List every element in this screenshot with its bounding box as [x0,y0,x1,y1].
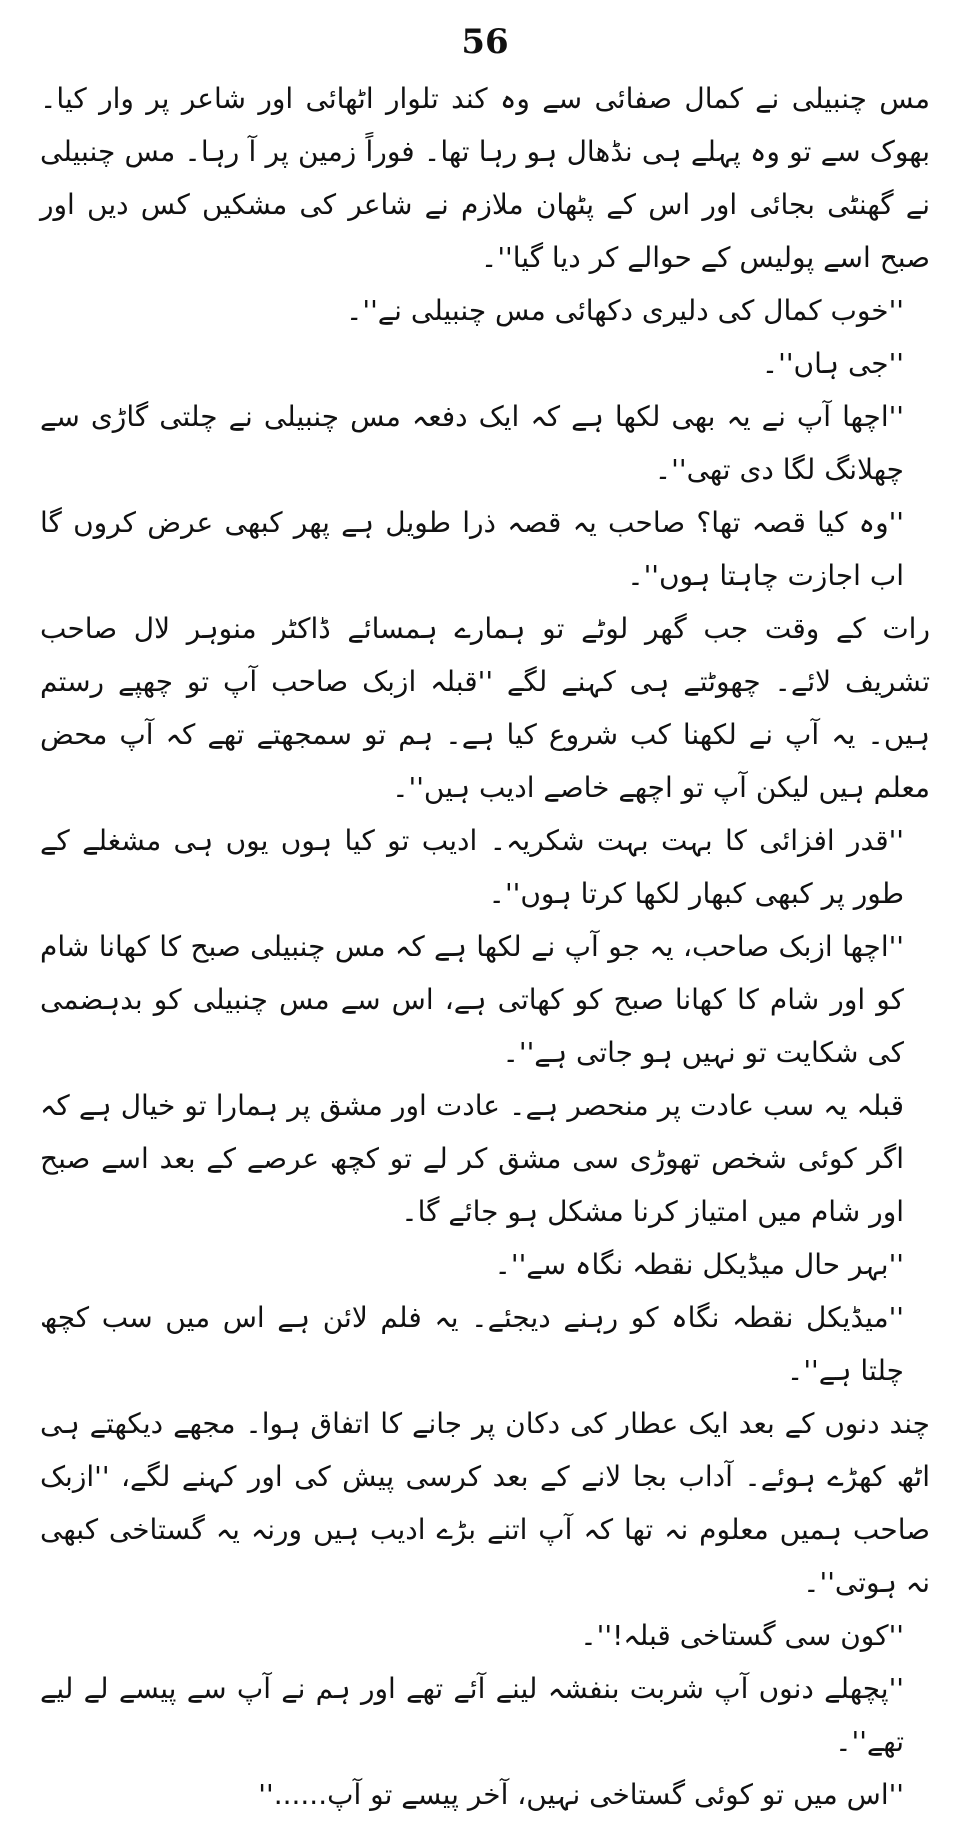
page-number: 56 [461,22,509,62]
paragraph-6: رات کے وقت جب گھر لوٹے تو ہمارے ہمسائے ڈاکٹر منوہر لال صاحب تشریف لائے۔ چھوٹتے ہی کہنے لگے ''قبلہ ازبک صاحب آپ تو چھپے رستم ہیں۔ یہ آپ نے لکھنا کب شروع کیا ہے۔ ہم تو سمجھتے تھے کہ آپ محض معلم ہیں لیکن آپ تو اچھے خاصے ادیب ہیں''۔ [40,612,930,804]
paragraph-9: قبلہ یہ سب عادت پر منحصر ہے۔ عادت اور مشق پر ہمارا تو خیال ہے کہ اگر کوئی شخص تھوڑی سی مشق کر لے تو کچھ عرصے کے بعد اسے صبح اور شام میں امتیاز کرنا مشکل ہو جائے گا۔ [40,1089,904,1228]
paragraph-15: ''اس میں تو کوئی گستاخی نہیں، آخر پیسے تو آپ......'' [258,1778,904,1811]
paragraph-13: ''کون سی گستاخی قبلہ!''۔ [580,1619,904,1652]
paragraph-10: ''بہر حال میڈیکل نقطہ نگاہ سے''۔ [494,1248,904,1281]
paragraph-5: ''وہ کیا قصہ تھا؟ صاحب یہ قصہ ذرا طویل ہے پھر کبھی عرض کروں گا اب اجازت چاہتا ہوں''۔ [40,506,904,592]
paragraph-8: ''اچھا ازبک صاحب، یہ جو آپ نے لکھا ہے کہ مس چنبیلی صبح کا کھانا شام کو اور شام کا کھانا صبح کو کھاتی ہے، اس سے مس چنبیلی کو بدہضمی کی شکایت تو نہیں ہو جاتی ہے''۔ [40,930,904,1069]
paragraph-11: ''میڈیکل نقطہ نگاہ کو رہنے دیجئے۔ یہ فلم لائن ہے اس میں سب کچھ چلتا ہے''۔ [40,1301,904,1387]
paragraph-2: ''خوب کمال کی دلیری دکھائی مس چنبیلی نے''۔ [345,294,904,327]
paragraph-3: ''جی ہاں''۔ [761,347,904,380]
paragraph-7: ''قدر افزائی کا بہت بہت شکریہ۔ ادیب تو کیا ہوں یوں ہی مشغلے کے طور پر کبھی کبھار لکھا کرتا ہوں''۔ [40,824,904,910]
paragraph-4: ''اچھا آپ نے یہ بھی لکھا ہے کہ ایک دفعہ مس چنبیلی نے چلتی گاڑی سے چھلانگ لگا دی تھی''۔ [40,400,904,486]
paragraph-12: چند دنوں کے بعد ایک عطار کی دکان پر جانے کا اتفاق ہوا۔ مجھے دیکھتے ہی اٹھ کھڑے ہوئے۔ آداب بجا لانے کے بعد کرسی پیش کی اور کہنے لگے، ''ازبک صاحب ہمیں معلوم نہ تھا کہ آپ اتنے بڑے ادیب ہیں ورنہ یہ گستاخی کبھی نہ ہوتی''۔ [40,1407,930,1599]
paragraph-14: ''پچھلے دنوں آپ شربت بنفشہ لینے آئے تھے اور ہم نے آپ سے پیسے لے لیے تھے''۔ [40,1672,904,1758]
paragraph-1: مس چنبیلی نے کمال صفائی سے وہ کند تلوار اٹھائی اور شاعر پر وار کیا۔ بھوک سے تو وہ پہلے ہی نڈھال ہو رہا تھا۔ فوراً زمین پر آ رہا۔ مس چنبیلی نے گھنٹی بجائی اور اس کے پٹھان ملازم نے شاعر کی مشکیں کس دیں اور صبح اسے پولیس کے حوالے کر دیا گیا''۔ [40,82,930,274]
page-text [40,72,930,1821]
